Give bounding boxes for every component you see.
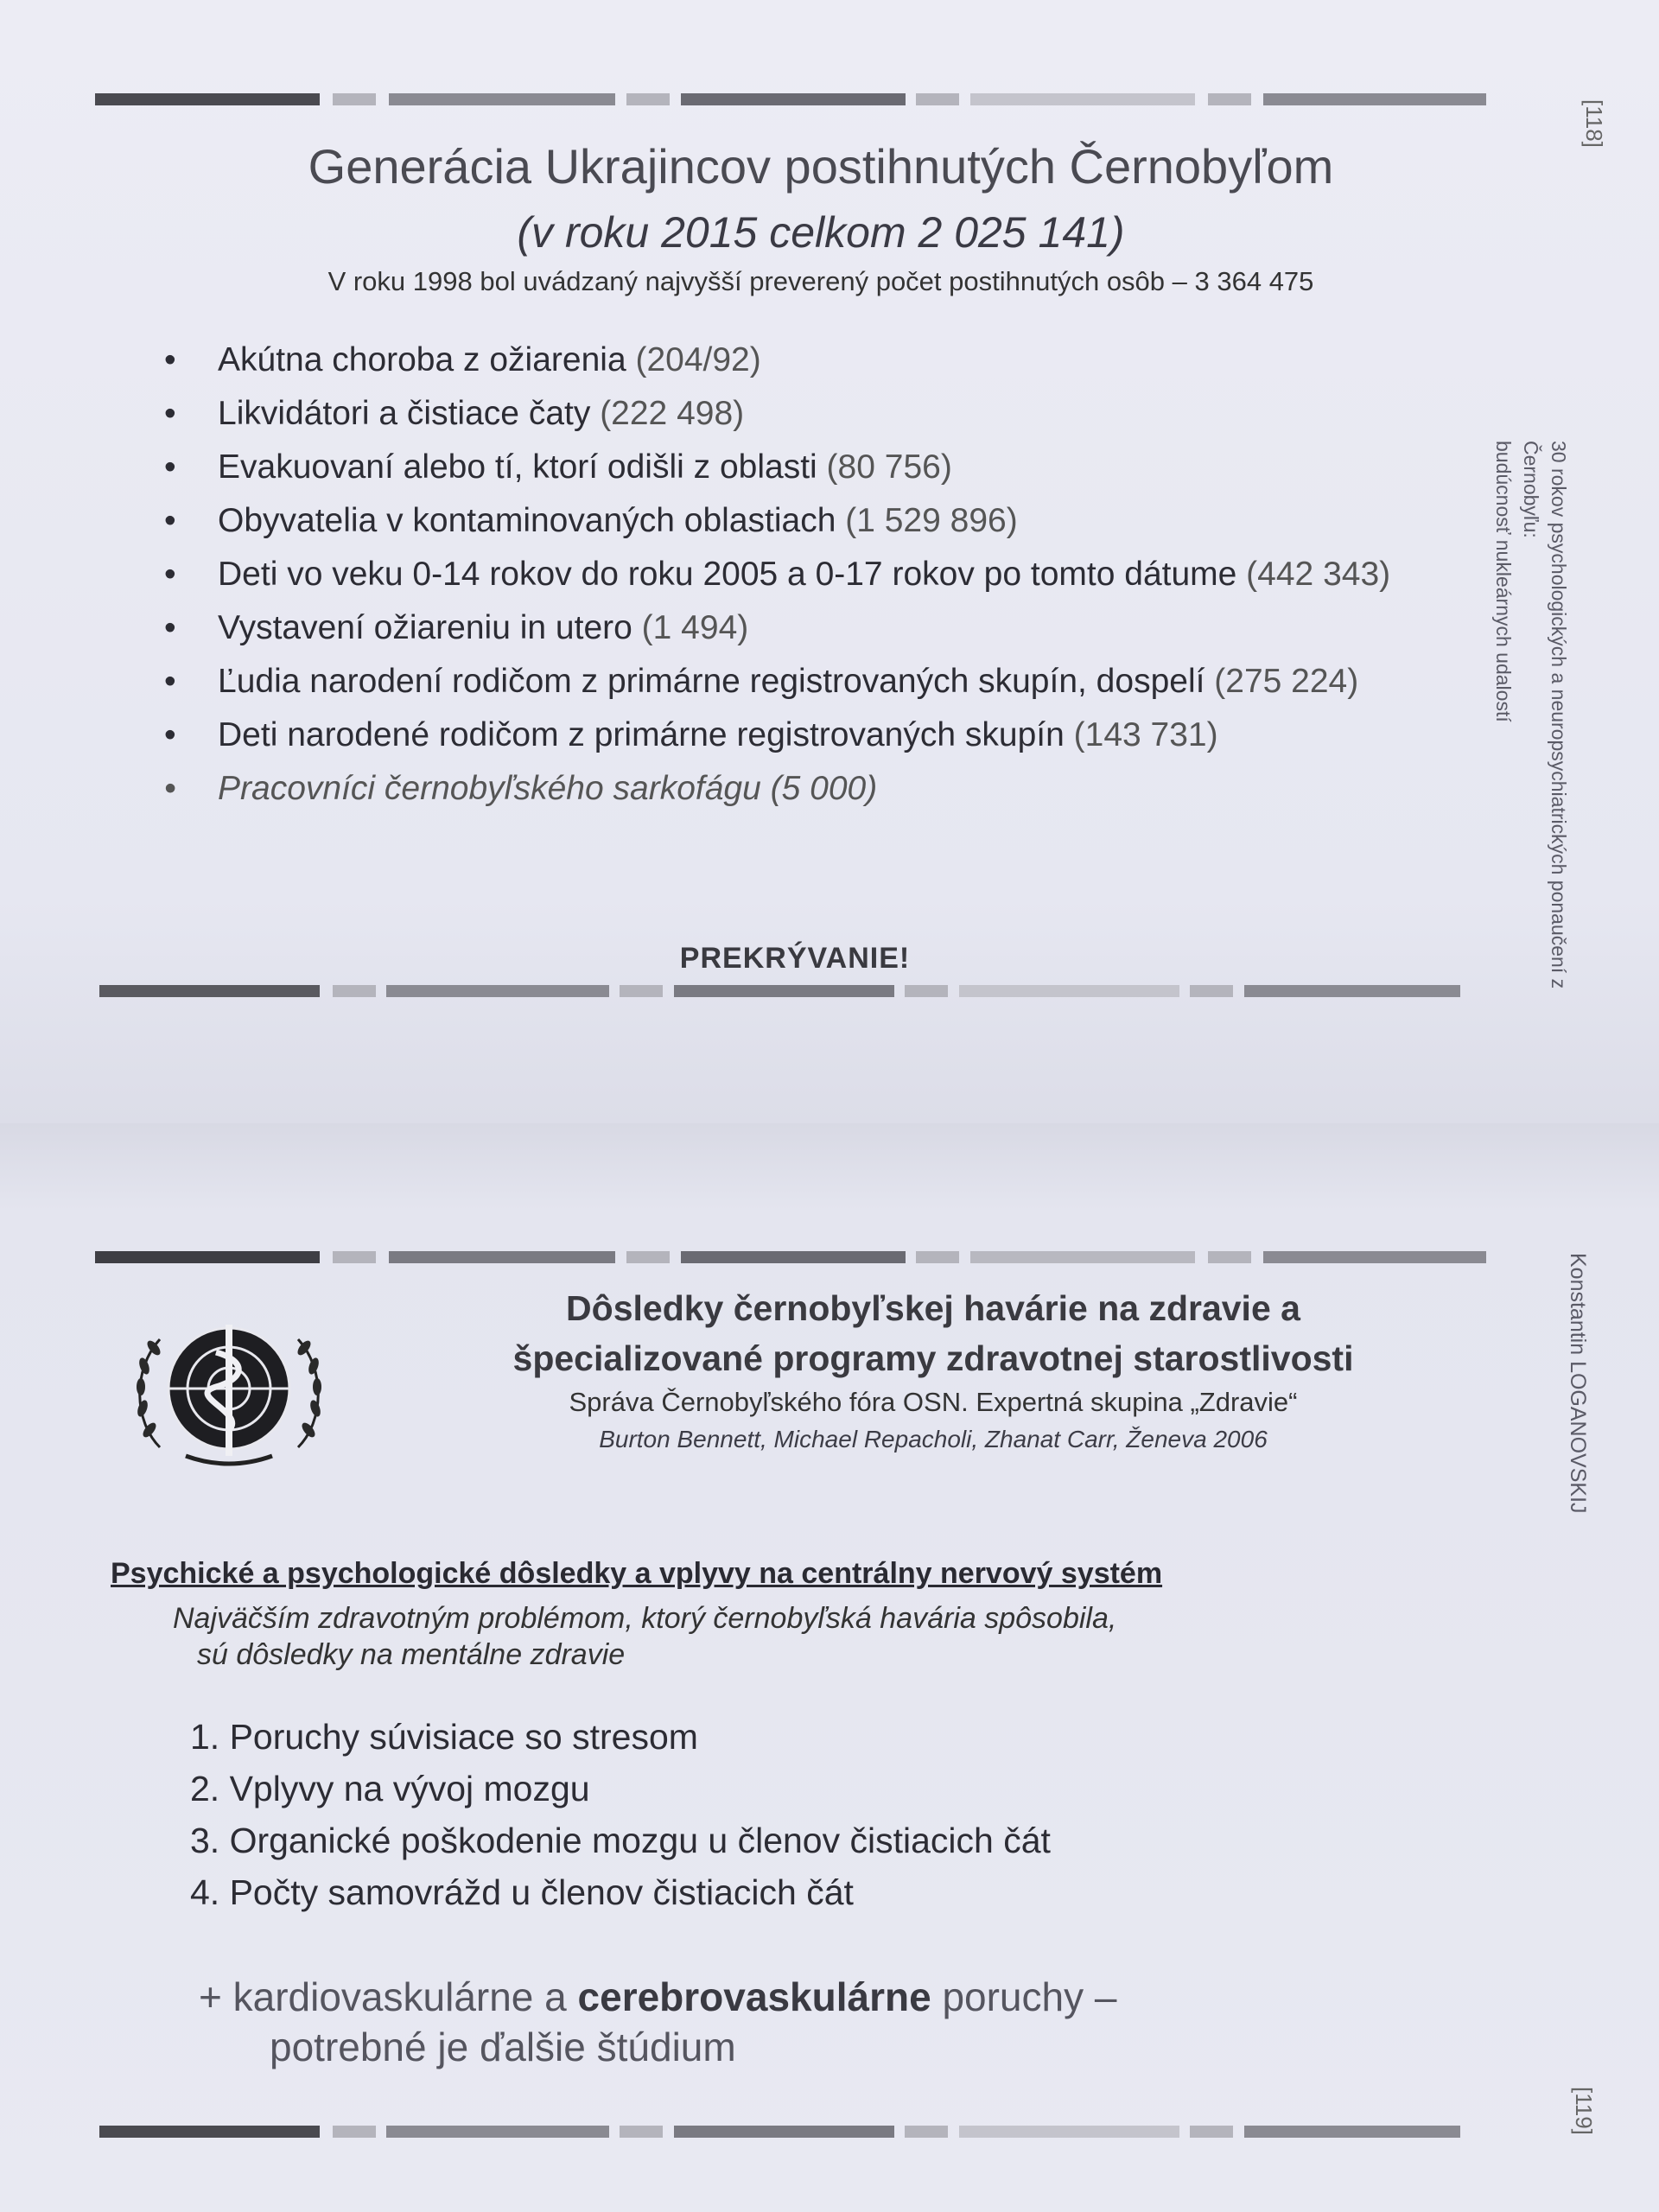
numbered-list <box>190 1711 1051 1918</box>
bullet-item <box>164 392 1408 435</box>
page-number: [119] <box>1571 2087 1597 2135</box>
footer-bold: cerebrovaskulárne <box>577 1974 931 2019</box>
who-emblem-icon <box>125 1318 333 1473</box>
bullet-value: (222 498) <box>600 395 745 432</box>
bullet-value: (1 529 896) <box>845 502 1018 539</box>
bullet-text: Pracovníci černobyľského sarkofágu <box>218 770 771 807</box>
bullet-value: (442 343) <box>1246 556 1391 593</box>
bullet-glyph: • <box>164 502 176 539</box>
bullet-glyph: • <box>164 770 176 807</box>
bullet-value: (275 224) <box>1214 663 1359 700</box>
bullet-glyph: • <box>164 556 176 593</box>
bullet-text: Vystavení ožiareniu in utero <box>218 609 642 646</box>
bottom-divider <box>99 985 1460 997</box>
bullet-text: Deti narodené rodičom z primárne registrovaných skupín <box>218 716 1074 753</box>
footer-suffix: poruchy – <box>931 1974 1117 2019</box>
bullet-value: (80 756) <box>826 448 952 486</box>
bullet-text: Evakuovaní alebo tí, ktorí odišli z oblasti <box>218 448 827 486</box>
bullet-item <box>164 767 1408 810</box>
top-divider <box>95 93 1486 105</box>
bullet-value: (1 494) <box>641 609 749 646</box>
bullet-item <box>164 339 1408 382</box>
bullet-glyph: • <box>164 448 176 486</box>
running-header-line-1: 30 rokov psychologických a neuropsychiatrických ponaučení z Černobyľu: <box>1520 441 1570 989</box>
slide-title: Generácia Ukrajincov postihnutých Černobyľom <box>308 139 1334 194</box>
section-heading: Psychické a psychologické dôsledky a vplyvy na centrálny nervový systém <box>111 1557 1163 1590</box>
bullet-glyph: • <box>164 609 176 646</box>
bullet-value: (143 731) <box>1073 716 1218 753</box>
slide-title-line-2: špecializované programy zdravotnej starostlivosti <box>512 1338 1354 1378</box>
section-subtitle-line-2: sú dôsledky na mentálne zdravie <box>197 1638 626 1671</box>
bullet-value: (204/92) <box>635 341 761 378</box>
bullet-text: Deti vo veku 0-14 rokov do roku 2005 a 0-17 rokov po tomto dátume <box>218 556 1247 593</box>
bullet-value: (5 000) <box>770 770 878 807</box>
bullet-item <box>164 607 1408 650</box>
footer-prefix: + kardiovaskulárne a <box>199 1974 578 2019</box>
bullet-text: Likvidátori a čistiace čaty <box>218 395 601 432</box>
slide-subtitle: (v roku 2015 celkom 2 025 141) <box>517 208 1125 257</box>
running-header-line-2: budúcnosť nukleárnych udalostí <box>1492 441 1515 722</box>
overlap-label: PREKRÝVANIE! <box>679 942 911 975</box>
footer-line-2: potrebné je ďalšie štúdium <box>270 2024 736 2069</box>
slide-title-line-1: Dôsledky černobyľskej havárie na zdravie a <box>566 1288 1300 1328</box>
bullet-glyph: • <box>164 716 176 753</box>
numbered-item: 4. Počty samovrážd u členov čistiacich čát <box>190 1872 854 1912</box>
bullet-glyph: • <box>164 395 176 432</box>
running-header: Konstantin LOGANOVSKIJ <box>1566 1253 1590 1514</box>
numbered-item: 3. Organické poškodenie mozgu u členov čistiacich čát <box>190 1821 1051 1860</box>
bullet-item <box>164 446 1408 489</box>
page-119-bottom-divider <box>99 2126 1460 2138</box>
running-header <box>1490 441 1573 1028</box>
page-number: [118] <box>1581 99 1607 148</box>
numbered-item: 1. Poruchy súvisiace so stresom <box>190 1717 698 1757</box>
bullet-list <box>164 339 1408 821</box>
numbered-item: 2. Vplyvy na vývoj mozgu <box>190 1769 590 1808</box>
bullet-glyph: • <box>164 663 176 700</box>
slide-title <box>415 1283 1452 1383</box>
top-divider <box>95 1251 1486 1263</box>
slide-note: V roku 1998 bol uvádzaný najvyšší preverený počet postihnutých osôb – 3 364 475 <box>327 266 1314 296</box>
section-subtitle-line-1: Najväčším zdravotným problémom, ktorý černobyľská havária spôsobila, <box>173 1602 1117 1635</box>
bullet-item <box>164 660 1408 703</box>
bullet-text: Akútna choroba z ožiarenia <box>218 341 636 378</box>
bullet-item <box>164 553 1408 596</box>
bullet-item <box>164 499 1408 543</box>
section-subtitle <box>173 1600 1426 1673</box>
report-source: Správa Černobyľského fóra OSN. Expertná skupina „Zdravie“ <box>569 1387 1298 1417</box>
report-authors: Burton Bennett, Michael Repacholi, Zhanat Carr, Ženeva 2006 <box>599 1426 1268 1452</box>
bullet-glyph: • <box>164 341 176 378</box>
bullet-text: Ľudia narodení rodičom z primárne registrovaných skupín, dospelí <box>218 663 1215 700</box>
bullet-text: Obyvatelia v kontaminovaných oblastiach <box>218 502 846 539</box>
footer-note <box>199 1972 1452 2072</box>
bullet-item <box>164 714 1408 757</box>
